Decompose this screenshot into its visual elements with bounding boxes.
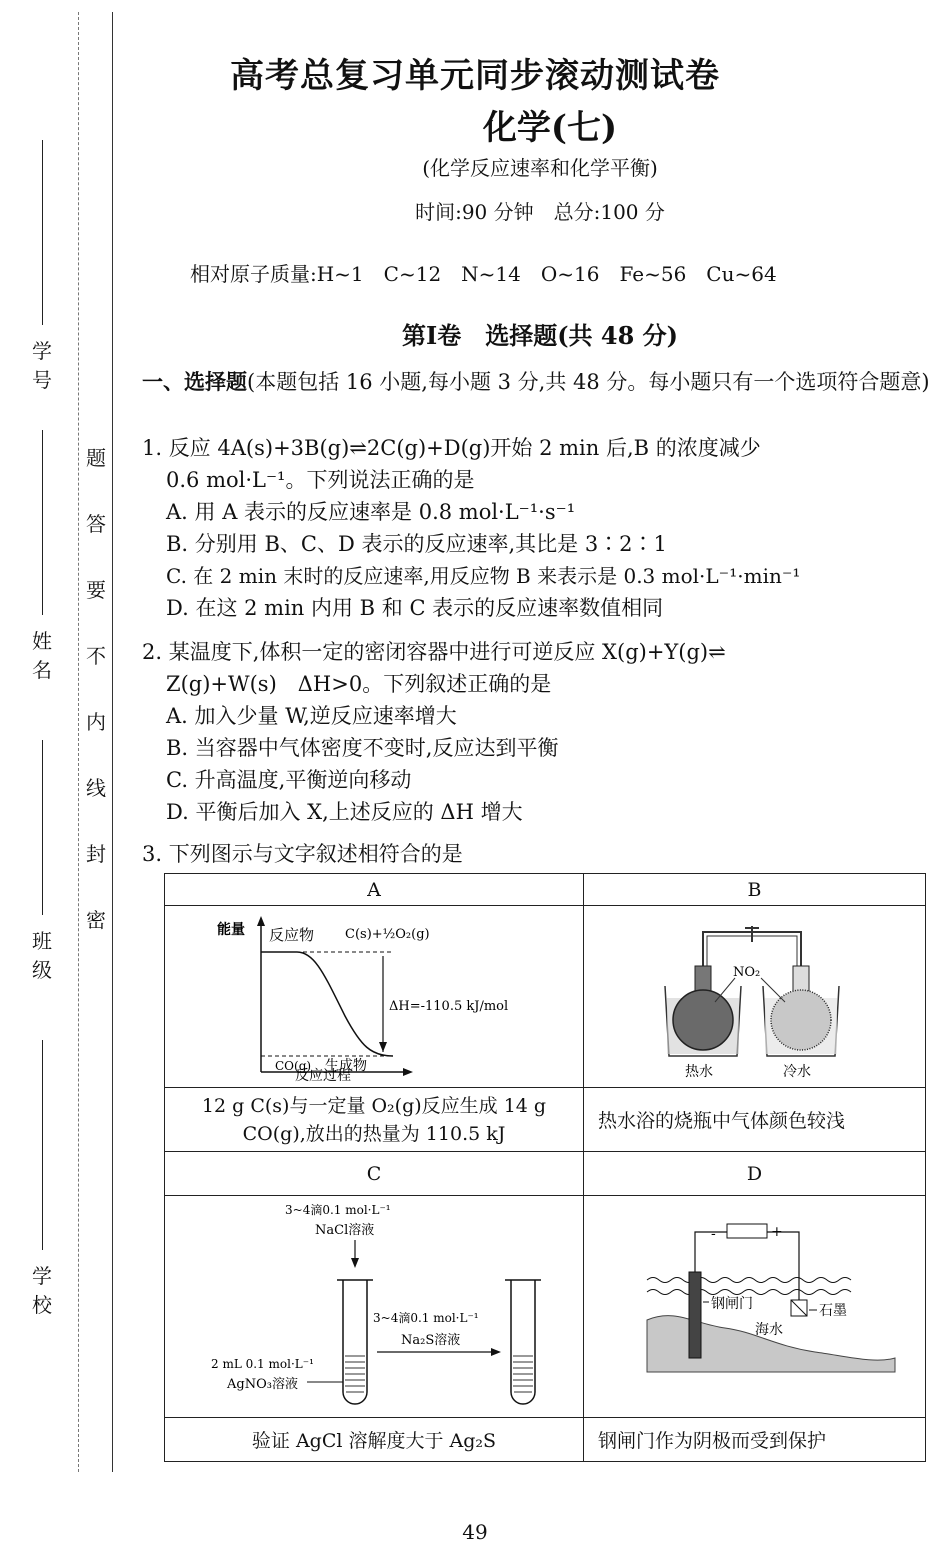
x-axis-label: 反应过程	[295, 1068, 351, 1082]
right-flask-light	[771, 990, 831, 1050]
cold-water-label: 冷水	[782, 1064, 811, 1080]
tube1-liquid	[345, 1356, 365, 1392]
hot-water-label: 热水	[684, 1064, 713, 1080]
q1-option-c[interactable]: C. 在 2 min 末时的反应速率,用反应物 B 来表示是 0.3 mol·L⁻¹·min⁻¹	[166, 564, 801, 588]
seal-char: 封	[86, 842, 106, 866]
student-id-field[interactable]	[42, 140, 43, 325]
steel-gate	[689, 1272, 701, 1358]
reactant-formula: C(s)+½O₂(g)	[345, 927, 430, 942]
q3-desc-a-line1: 12 g C(s)与一定量 O₂(g)反应生成 14 g	[201, 1094, 547, 1117]
q3-head-c: C	[165, 1152, 584, 1196]
co-label: CO(g)	[275, 1059, 312, 1073]
drop1-line2: NaCl溶液	[315, 1223, 375, 1238]
tube2-liquid	[513, 1356, 533, 1392]
q3-figure-a-cell	[165, 906, 584, 1088]
q1-option-b[interactable]: B. 分别用 B、C、D 表示的反应速率,其比是 3∶2∶1	[166, 532, 667, 556]
left-flask-dark	[673, 990, 733, 1050]
atomic-mass-line: 相对原子质量:H~1 C~12 N~14 O~16 Fe~56 Cu~64	[190, 262, 777, 286]
plus-label: +	[770, 1224, 783, 1240]
drop2-arrowhead	[491, 1348, 501, 1356]
steel-gate-diagram	[585, 1196, 925, 1412]
q3-figure-d-cell	[584, 1196, 926, 1418]
reaction-curve	[261, 952, 393, 1056]
topic-subtitle: (化学反应速率和化学平衡)	[422, 156, 658, 180]
q2-option-c[interactable]: C. 升高温度,平衡逆向移动	[166, 768, 412, 792]
q2-stem-line1: 2. 某温度下,体积一定的密闭容器中进行可逆反应 X(g)+Y(g)⇌	[142, 640, 726, 664]
x-axis-arrow	[403, 1068, 413, 1076]
fold-line-solid	[112, 12, 113, 1472]
q3-head-a: A	[165, 874, 584, 906]
q2-stem-line2: Z(g)+W(s) ΔH>0。下列叙述正确的是	[166, 672, 552, 696]
q3-stem: 3. 下列图示与文字叙述相符合的是	[142, 842, 463, 866]
test-tube-2	[511, 1280, 535, 1404]
time-score: 时间:90 分钟 总分:100 分	[415, 200, 665, 224]
q3-desc-a-cell	[165, 1088, 584, 1152]
seal-char: 密	[86, 908, 106, 932]
test-tube-diagram	[165, 1196, 583, 1412]
name-label: 姓 名	[32, 629, 52, 682]
drop1-line1: 3~4滴0.1 mol·L⁻¹	[285, 1203, 391, 1217]
q1-stem-line2: 0.6 mol·L⁻¹。下列说法正确的是	[166, 468, 475, 492]
graphite-label: 石墨	[818, 1303, 847, 1319]
q2-option-b[interactable]: B. 当容器中气体密度不变时,反应达到平衡	[166, 736, 559, 760]
q3-head-b: B	[584, 874, 926, 906]
question-1	[142, 432, 932, 624]
seal-char: 答	[86, 512, 106, 536]
seal-char: 题	[86, 446, 106, 470]
q3-desc-b: 热水浴的烧瓶中气体颜色较浅	[584, 1088, 926, 1152]
drop2-line2: Na₂S溶液	[401, 1333, 461, 1348]
seal-char: 要	[86, 578, 106, 602]
school-label: 学 校	[32, 1264, 52, 1317]
no2-label: NO₂	[732, 965, 760, 980]
reactant-label: 反应物	[269, 926, 315, 944]
q3-desc-c: 验证 AgCl 溶解度大于 Ag₂S	[165, 1418, 584, 1462]
q2-option-d[interactable]: D. 平衡后加入 X,上述反应的 ΔH 增大	[166, 800, 523, 824]
student-id-label: 学 号	[32, 339, 52, 392]
subject-title: 化学(七)	[482, 108, 618, 148]
q1-option-a[interactable]: A. 用 A 表示的反应速率是 0.8 mol·L⁻¹·s⁻¹	[166, 500, 576, 524]
energy-diagram	[165, 906, 583, 1082]
delta-h-arrowhead	[379, 1042, 387, 1052]
class-label: 班 级	[32, 929, 52, 982]
q3-desc-a-line2: CO(g),放出的热量为 110.5 kJ	[242, 1122, 506, 1145]
q3-figure-table	[164, 873, 926, 1462]
name-field[interactable]	[42, 430, 43, 615]
section-title: 第Ⅰ卷 选择题(共 48 分)	[401, 321, 679, 350]
agno3-line2: AgNO₃溶液	[227, 1377, 298, 1392]
seal-char: 不	[86, 644, 106, 668]
paper-title: 高考总复习单元同步滚动测试卷	[230, 56, 720, 96]
drop1-arrowhead	[351, 1258, 359, 1268]
school-field[interactable]	[42, 1040, 43, 1250]
q1-stem-line1: 1. 反应 4A(s)+3B(g)⇌2C(g)+D(g)开始 2 min 后,B 的浓度减少	[142, 436, 761, 460]
no2-flasks-diagram	[585, 906, 925, 1082]
product-label: 生成物	[325, 1058, 367, 1074]
y-axis-arrow	[257, 916, 265, 926]
energy-axis-label: 能量	[217, 922, 245, 938]
minus-label: -	[710, 1226, 716, 1242]
instr-text: (本题包括 16 小题,每小题 3 分,共 48 分。每小题只有一个选项符合题意)	[247, 370, 930, 394]
agno3-line1: 2 mL 0.1 mol·L⁻¹	[211, 1357, 314, 1371]
water-surface	[647, 1278, 851, 1283]
seal-char: 内	[86, 710, 106, 734]
q1-option-d[interactable]: D. 在这 2 min 内用 B 和 C 表示的反应速率数值相同	[166, 596, 664, 620]
seal-char: 线	[86, 776, 106, 800]
q3-head-d: D	[584, 1152, 926, 1196]
question-2	[142, 636, 932, 828]
delta-h-label: ΔH=-110.5 kJ/mol	[389, 999, 509, 1014]
section-instructions	[142, 366, 932, 398]
drop2-line1: 3~4滴0.1 mol·L⁻¹	[373, 1311, 479, 1325]
q3-figure-c-cell	[165, 1196, 584, 1418]
test-tube-1	[343, 1280, 367, 1404]
instr-heading: 一、选择题	[142, 369, 247, 394]
seal-notice	[82, 448, 110, 976]
water-surface-2	[647, 1290, 851, 1295]
fold-line-dashed	[78, 12, 79, 1472]
gate-label: 钢闸门	[710, 1296, 753, 1312]
power-supply	[727, 1224, 767, 1238]
q3-figure-b-cell	[584, 906, 926, 1088]
q2-option-a[interactable]: A. 加入少量 W,逆反应速率增大	[166, 704, 457, 728]
class-field[interactable]	[42, 740, 43, 915]
seawater-label: 海水	[754, 1322, 783, 1338]
page-number: 49	[462, 1520, 488, 1544]
q3-desc-d: 钢闸门作为阴极而受到保护	[584, 1418, 926, 1462]
